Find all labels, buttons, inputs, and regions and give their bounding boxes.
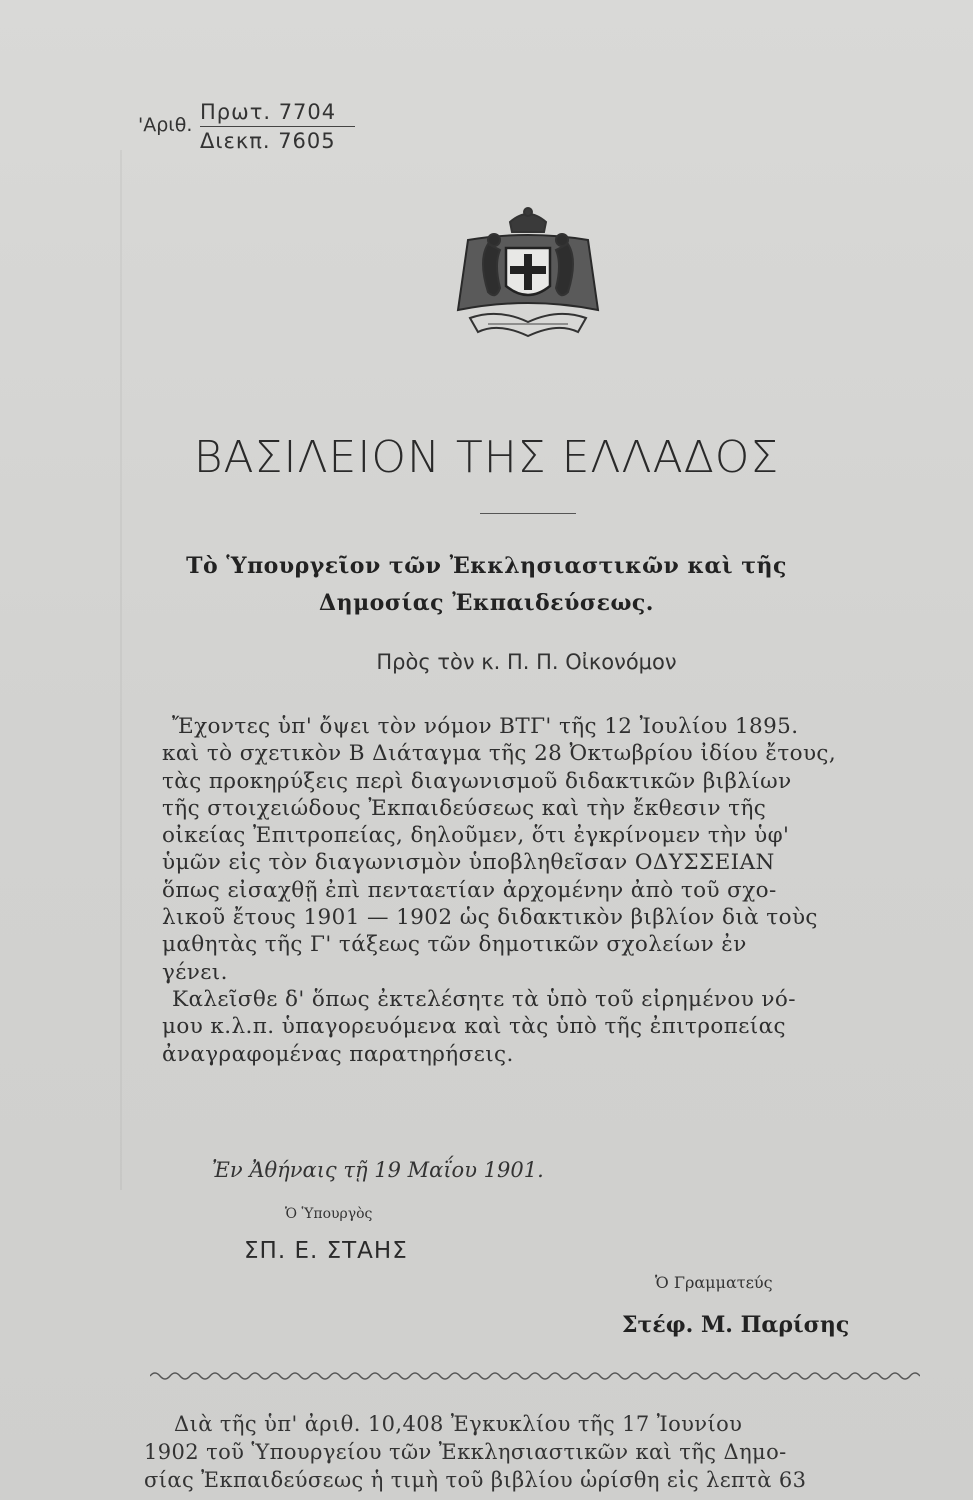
place-and-date: Ἐν Ἀθήναις τῇ 19 Μαΐου 1901. [212, 1158, 544, 1182]
minister-name: ΣΠ. Ε. ΣΤΑΗΣ [244, 1238, 408, 1264]
secretary-name: Στέφ. Μ. Παρίσης [622, 1312, 850, 1338]
footnote [144, 1410, 924, 1494]
protocol-number: Πρωτ. 7704 [200, 100, 355, 127]
body-line: Ἔχοντες ὑπ' ὄψει τὸν νόμον ΒΤΓ' τῆς 12 Ἰουλίου 1895. [172, 714, 799, 739]
reference-fraction [200, 100, 355, 153]
dispatch-number: Διεκπ. 7605 [200, 129, 336, 153]
ministry-line-1: Τὸ Ὑπουργεῖον τῶν Ἐκκλησιαστικῶν καὶ τῆς [186, 553, 787, 579]
body-line: μαθητὰς τῆς Γ' τάξεως τῶν δημοτικῶν σχολείων ἐν [162, 932, 747, 958]
body-line: μου κ.λ.π. ὑπαγορευόμενα καὶ τὰς ὑπὸ τῆς ἐπιτροπείας [162, 1014, 786, 1040]
minister-title: Ὁ Ὑπουργὸς [285, 1206, 373, 1222]
body-line: ἀναγραφομένας παρατηρήσεις. [162, 1041, 514, 1067]
body-line: γένει. [162, 959, 228, 985]
royal-coat-of-arms-icon [448, 200, 608, 350]
body-line: ὑμῶν εἰς τὸν διαγωνισμὸν ὑποβληθεῖσαν ΟΔΥΣΣΕΙΑΝ [162, 850, 775, 876]
body-line: λικοῦ ἔτους 1901 — 1902 ὡς διδακτικὸν βιβλίον διὰ τοὺς [162, 905, 818, 931]
ministry-heading [0, 548, 973, 622]
body-line: τῆς στοιχειώδους Ἐκπαιδεύσεως καὶ τὴν ἔκθεσιν τῆς [162, 795, 767, 821]
recipient-line: Πρὸς τὸν κ. Π. Π. Οἰκονόμον [376, 650, 677, 674]
footnote-line: 1902 τοῦ Ὑπουργείου τῶν Ἐκκλησιαστικῶν καὶ τῆς Δημο- [144, 1440, 787, 1464]
ministry-line-2: Δημοσίας Ἐκπαιδεύσεως. [319, 590, 654, 616]
kingdom-title: ΒΑΣΙΛΕΙΟΝ ΤΗΣ ΕΛΛΑΔΟΣ [193, 432, 780, 483]
footnote-line: Διὰ τῆς ὑπ' ἀριθ. 10,408 Ἐγκυκλίου τῆς 17 Ἰουνίου [174, 1412, 743, 1436]
wavy-divider [150, 1368, 920, 1384]
body-line: ὅπως εἰσαχθῇ ἐπὶ πενταετίαν ἀρχομένην ἀπὸ τοῦ σχο- [162, 877, 777, 903]
body-line: Καλεῖσθε δ' ὅπως ἐκτελέσητε τὰ ὑπὸ τοῦ εἰρημένου νό- [172, 986, 796, 1012]
body-line: οἰκείας Ἐπιτροπείας, δηλοῦμεν, ὅτι ἐγκρίνομεν τὴν ὑφ' [162, 823, 790, 849]
letter-body [162, 713, 924, 1068]
title-divider [480, 513, 576, 514]
body-line: τὰς προκηρύξεις περὶ διαγωνισμοῦ διδακτικῶν βιβλίων [162, 768, 792, 794]
body-line: καὶ τὸ σχετικὸν Β Διάταγμα τῆς 28 Ὀκτωβρίου ἰδίου ἔτους, [162, 741, 837, 767]
secretary-title: Ὁ Γραμματεύς [655, 1273, 773, 1292]
reference-label: 'Αριθ. [138, 114, 193, 136]
footnote-line: σίας Ἐκπαιδεύσεως ἡ τιμὴ τοῦ βιβλίου ὡρίσθη εἰς λεπτὰ 63 [144, 1468, 807, 1492]
